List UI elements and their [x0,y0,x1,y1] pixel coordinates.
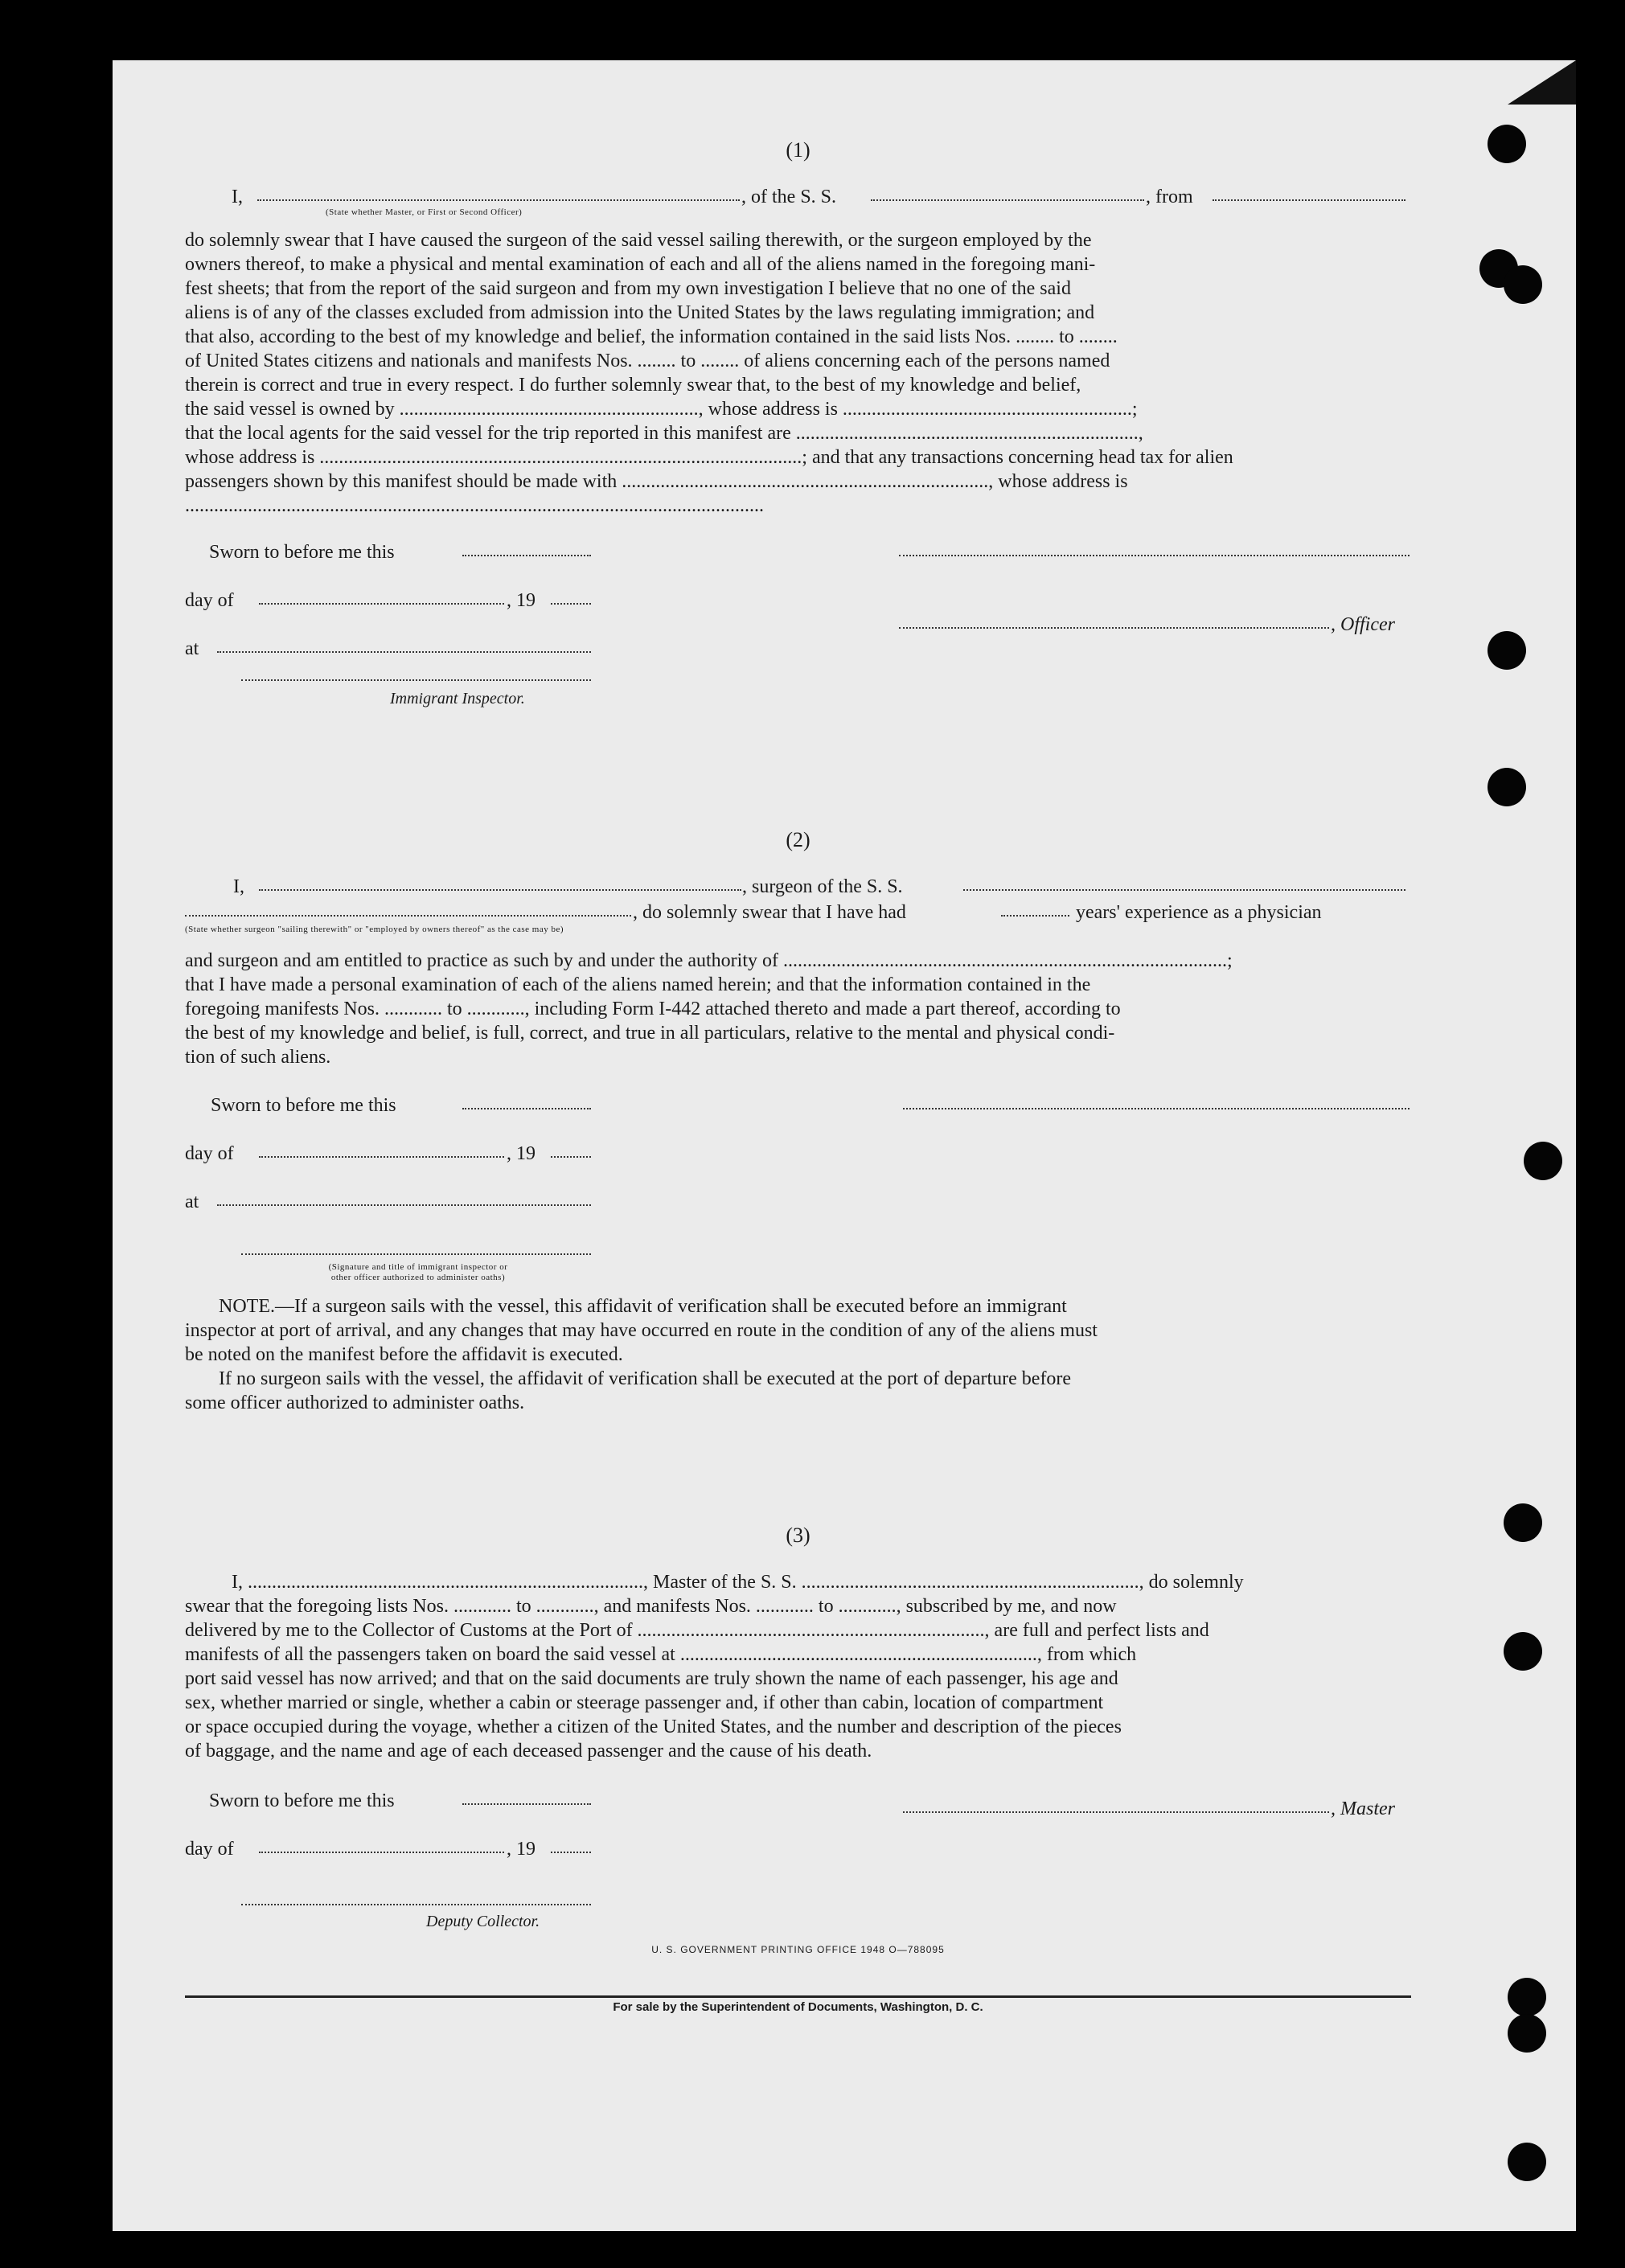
section-1 [185,138,1411,733]
collector-blank[interactable] [241,1889,591,1905]
paragraph-line: whose address is ....................................................................................................; and that any transactions concerning head tax for alien [185,447,1233,468]
sworn-label: Sworn to before me this [211,1095,396,1116]
surgeon-ship-blank[interactable] [963,875,1405,891]
year-blank[interactable] [551,1142,591,1158]
corner-mark [1508,60,1576,105]
punch-hole [1504,1632,1542,1671]
sworn-blank[interactable] [462,1789,591,1805]
paragraph-line: owners thereof, to make a physical and mental examination of each and all of the aliens named in the foregoing mani- [185,254,1096,275]
footer-rule [185,1995,1411,1998]
line1-I: I, [233,876,244,897]
day-blank[interactable] [259,1142,504,1158]
inspector-label: Immigrant Inspector. [390,690,525,707]
paragraph-line: or space occupied during the voyage, whether a citizen of the United States, and the number and description of the pieces [185,1716,1122,1737]
master-label: , Master [1331,1798,1395,1819]
punch-hole [1524,1142,1562,1180]
punch-hole [1488,631,1526,670]
note-line [185,1294,1411,1319]
paragraph-line: passengers shown by this manifest should be made with ............................................................................, whose address is [185,471,1128,492]
name-blank[interactable] [257,185,740,201]
paragraph-line: that the local agents for the said vessel for the trip reported in this manifest are ......................................................................., [185,423,1143,444]
note-label: NOTE. [219,1296,275,1317]
paragraph-line: sex, whether married or single, whether a cabin or steerage passenger and, if other than cabin, location of compartment [185,1692,1104,1713]
surgeon-status-blank[interactable] [185,900,631,917]
intro-I: I, [232,187,243,207]
signature-line[interactable] [241,1250,591,1255]
paragraph-line: swear that the foregoing lists Nos. ............ to ............, and manifests Nos. ............ to ............, subscribed by me, and now [185,1596,1117,1617]
from-blank[interactable] [1213,185,1405,201]
sworn-label: Sworn to before me this [209,1790,395,1811]
note-paragraph [185,1294,1411,1415]
sworn-blank[interactable] [462,1093,591,1109]
paragraph-line: port said vessel has now arrived; and that on the said documents are truly shown the name of each passenger, his age and [185,1668,1118,1689]
paragraph-line: of baggage, and the name and age of each deceased passenger and the cause of his death. [185,1741,872,1761]
section-2 [185,828,1411,1431]
year-blank[interactable] [551,589,591,605]
officer-blank[interactable] [899,613,1329,629]
punch-hole [1504,265,1542,304]
surgeon-caption: (State whether surgeon "sailing therewith" or "employed by owners thereof" as the case may be) [185,925,564,934]
paragraph-line: of United States citizens and nationals and manifests Nos. ........ to ........ of aliens concerning each of the persons named [185,351,1110,371]
punch-hole [1508,1978,1546,2016]
caption-line: (Signature and title of immigrant inspector or [328,1262,508,1272]
line2-swear: , do solemnly swear that I have had [633,902,906,923]
day-blank[interactable] [259,589,504,605]
sworn-blank[interactable] [462,540,591,556]
section-number: (3) [786,1524,810,1547]
note-line: inspector at port of arrival, and any changes that may have occurred en route in the condition of any of the aliens must [185,1320,1098,1341]
punch-hole [1488,768,1526,806]
note-line: some officer authorized to administer oaths. [185,1392,525,1413]
paragraph-line: I, .................................................................................., Master of the S. S. ......................................................................, do solemnly [232,1572,1244,1593]
paragraph-line: manifests of all the passengers taken on board the said vessel at .........................................................................., from which [185,1644,1137,1665]
caption-line: other officer authorized to administer oaths) [330,1273,506,1282]
master-blank[interactable] [903,1797,1329,1813]
paragraph-line: therein is correct and true in every respect. I do further solemnly swear that, to the best of my knowledge and belief, [185,375,1081,396]
officer-label: , Officer [1331,614,1395,635]
year-label: , 19 [507,1143,536,1164]
at-label: at [185,1191,199,1212]
collector-label: Deputy Collector. [426,1913,540,1930]
years-blank[interactable] [1001,900,1069,917]
year-label: , 19 [507,1839,536,1860]
line1-surgeon: , surgeon of the S. S. [742,876,903,897]
line2-years: years' experience as a physician [1076,902,1322,923]
day-label: day of [185,590,234,611]
section-3-paragraph [185,1570,1411,1763]
note-line: If no surgeon sails with the vessel, the affidavit of verification shall be executed at the port of departure before [219,1368,1072,1389]
paragraph-line: delivered by me to the Collector of Customs at the Port of ........................................................................, are full and perfect lists and [185,1620,1209,1641]
sale-line: For sale by the Superintendent of Documents, Washington, D. C. [613,2000,983,2014]
at-label: at [185,638,199,659]
paragraph-line: and surgeon and am entitled to practice as such by and under the authority of ............................................................................................; [185,950,1233,971]
paragraph-line: ........................................................................................................................ [185,495,764,516]
section-1-paragraph [185,228,1411,518]
intro-ship: , of the S. S. [741,187,837,207]
punch-hole [1508,2014,1546,2053]
inspector-blank[interactable] [241,665,591,681]
intro-caption: (State whether Master, or First or Second Officer) [326,207,523,217]
intro-from: , from [1146,187,1193,207]
year-blank[interactable] [551,1837,591,1853]
signature-caption [249,1262,587,1283]
day-label: day of [185,1839,234,1860]
paragraph-line: that I have made a personal examination of each of the aliens named herein; and that the information contained in the [185,974,1091,995]
section-2-paragraph [185,949,1411,1069]
day-blank[interactable] [259,1837,504,1853]
signature-blank[interactable] [899,540,1410,556]
at-blank[interactable] [217,637,591,653]
paragraph-line: that also, according to the best of my knowledge and belief, the information contained in the said lists Nos. ........ to ........ [185,326,1118,347]
paragraph-line: the best of my knowledge and belief, is full, correct, and true in all particulars, relative to the mental and physical condi- [185,1023,1115,1044]
paragraph-line: tion of such aliens. [185,1047,331,1068]
note-line: be noted on the manifest before the affidavit is executed. [185,1344,623,1365]
surgeon-name-blank[interactable] [259,875,741,891]
punch-hole [1508,2143,1546,2181]
paragraph-line: fest sheets; that from the report of the said surgeon and from my own investigation I believe that no one of the said [185,278,1071,299]
section-number: (2) [786,828,810,851]
note-text: —If a surgeon sails with the vessel, this affidavit of verification shall be executed before an immigrant [274,1296,1067,1317]
paragraph-line: do solemnly swear that I have caused the surgeon of the said vessel sailing therewith, or the surgeon employed by the [185,230,1092,251]
punch-hole [1488,125,1526,163]
year-label: , 19 [507,590,536,611]
section-number: (1) [786,138,810,162]
paragraph-line: aliens is of any of the classes excluded from admission into the United States by the laws regulating immigration; and [185,302,1095,323]
signature-blank[interactable] [903,1093,1410,1109]
printer-line: U. S. GOVERNMENT PRINTING OFFICE 1948 O—788095 [651,1944,945,1955]
day-label: day of [185,1143,234,1164]
at-blank[interactable] [217,1190,591,1206]
ship-blank[interactable] [871,185,1144,201]
paragraph-line: foregoing manifests Nos. ............ to ............, including Form I-442 attached thereto and made a part thereof, according to [185,999,1121,1019]
sworn-label: Sworn to before me this [209,542,395,563]
section-3 [185,1524,1411,1942]
punch-hole [1504,1503,1542,1542]
paragraph-line: the said vessel is owned by .............................................................., whose address is ............................................................; [185,399,1138,420]
